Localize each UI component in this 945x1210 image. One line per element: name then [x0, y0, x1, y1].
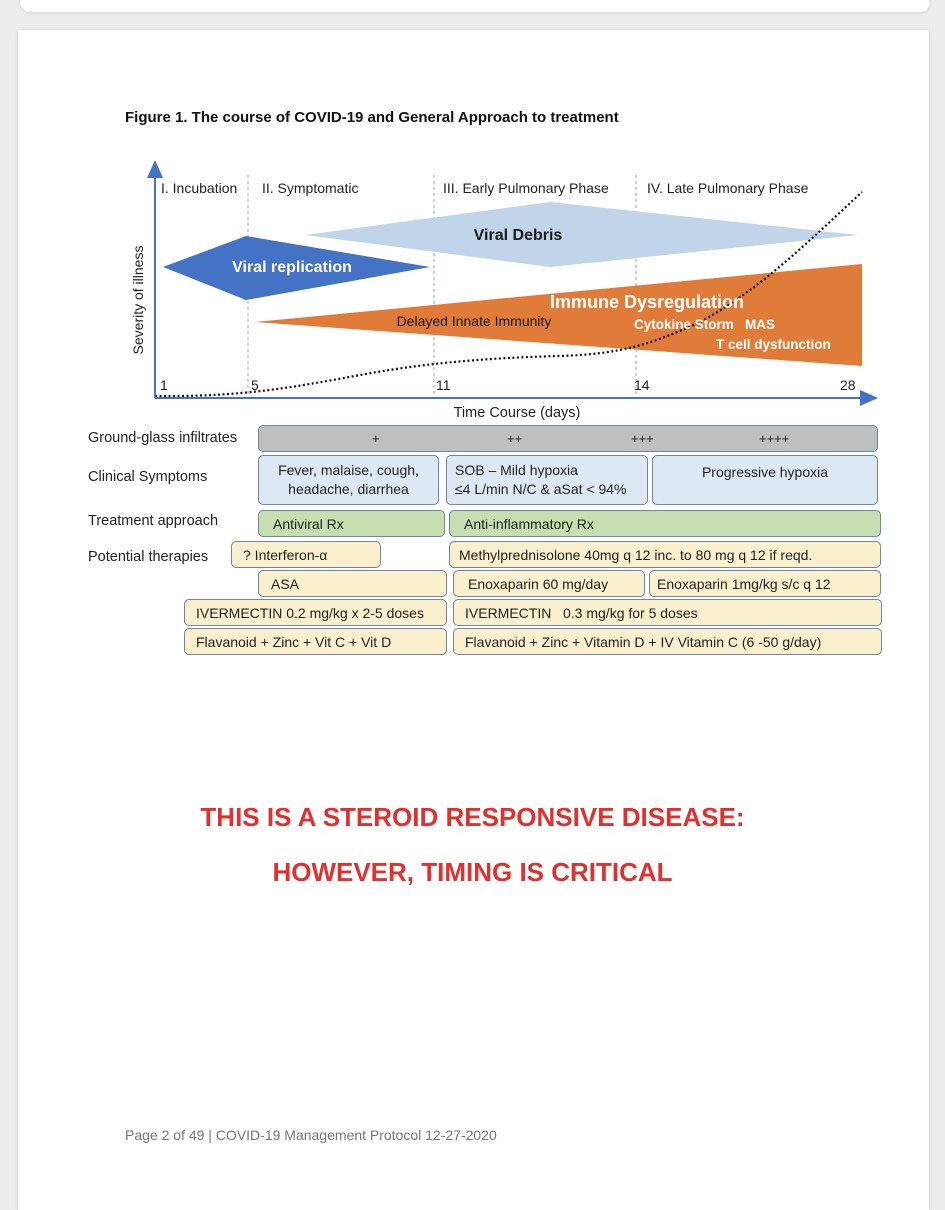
ggi-mark: ++: [507, 431, 523, 446]
notice-line: HOWEVER, TIMING IS CRITICAL: [272, 857, 673, 887]
immune-dysregulation-label: Immune Dysregulation: [549, 292, 745, 312]
ggi-mark: +++: [631, 431, 654, 446]
antiviral-rx-box: Antiviral Rx: [258, 510, 445, 537]
asa-box: ASA: [258, 570, 447, 597]
ggi-bar: [258, 425, 878, 452]
enoxaparin-box: Enoxaparin 1mg/kg s/c q 12: [649, 570, 881, 597]
flavanoid-box: Flavanoid + Zinc + Vitamin D + IV Vitamin C (6 -50 g/day): [453, 628, 882, 655]
phase-label: III. Early Pulmonary Phase: [443, 180, 609, 196]
phase-label: IV. Late Pulmonary Phase: [647, 180, 809, 196]
enoxaparin-box: Enoxaparin 60 mg/day: [453, 570, 645, 597]
clinical-line: SOB – Mild hypoxia: [455, 462, 578, 478]
ivermectin-box: IVERMECTIN 0.2 mg/kg x 2-5 doses: [184, 599, 447, 626]
covid-course-figure: [0, 0, 945, 420]
viral-debris-label: Viral Debris: [473, 227, 563, 244]
methylprednisolone-box: Methylprednisolone 40mg q 12 inc. to 80 mg q 12 if reqd.: [449, 541, 881, 568]
flavanoid-box: Flavanoid + Zinc + Vit C + Vit D: [184, 628, 447, 655]
ggi-row-label: Ground-glass infiltrates: [88, 430, 238, 446]
y-axis-label: Severity of illness: [130, 245, 146, 355]
clinical-box-early-pulmonary: [446, 455, 648, 505]
cytokine-storm-label: Cytokine Storm MAS: [634, 317, 776, 332]
phase-label: II. Symptomatic: [262, 180, 359, 196]
phase-label: I. Incubation: [161, 180, 238, 196]
t-cell-label: T cell dysfunction: [716, 337, 831, 352]
viral-debris-shape: [305, 202, 858, 267]
ggi-mark: +: [372, 431, 380, 446]
delayed-innate-label: Delayed Innate Immunity: [396, 313, 552, 329]
anti-inflammatory-rx-box: Anti-inflammatory Rx: [449, 510, 881, 537]
figure-caption: Figure 1. The course of COVID-19 and General Approach to treatment: [125, 109, 619, 126]
treatment-row-label: Treatment approach: [88, 513, 219, 529]
day-tick: 1: [160, 377, 168, 393]
clinical-row-label: Clinical Symptoms: [88, 469, 208, 485]
page-footer: Page 2 of 49 | COVID-19 Management Protocol 12-27-2020: [125, 1127, 497, 1143]
clinical-line: ≤4 L/min N/C & aSat < 94%: [455, 481, 627, 497]
viral-replication-label: Viral replication: [232, 259, 352, 276]
therapies-row-label: Potential therapies: [88, 549, 209, 565]
day-tick: 5: [251, 377, 259, 393]
x-axis-label: Time Course (days): [453, 405, 581, 420]
clinical-box-symptomatic: Fever, malaise, cough, headache, diarrhea: [258, 455, 439, 505]
clinical-box-late-pulmonary: Progressive hypoxia: [652, 455, 878, 505]
notice-line: THIS IS A STEROID RESPONSIVE DISEASE:: [200, 802, 745, 832]
interferon-box: ? Interferon-α: [231, 541, 381, 568]
ivermectin-box: IVERMECTIN 0.3 mg/kg for 5 doses: [453, 599, 882, 626]
day-tick: 28: [840, 377, 856, 393]
day-tick: 14: [634, 377, 650, 393]
day-tick: 11: [436, 377, 451, 393]
ggi-mark: ++++: [759, 431, 790, 446]
